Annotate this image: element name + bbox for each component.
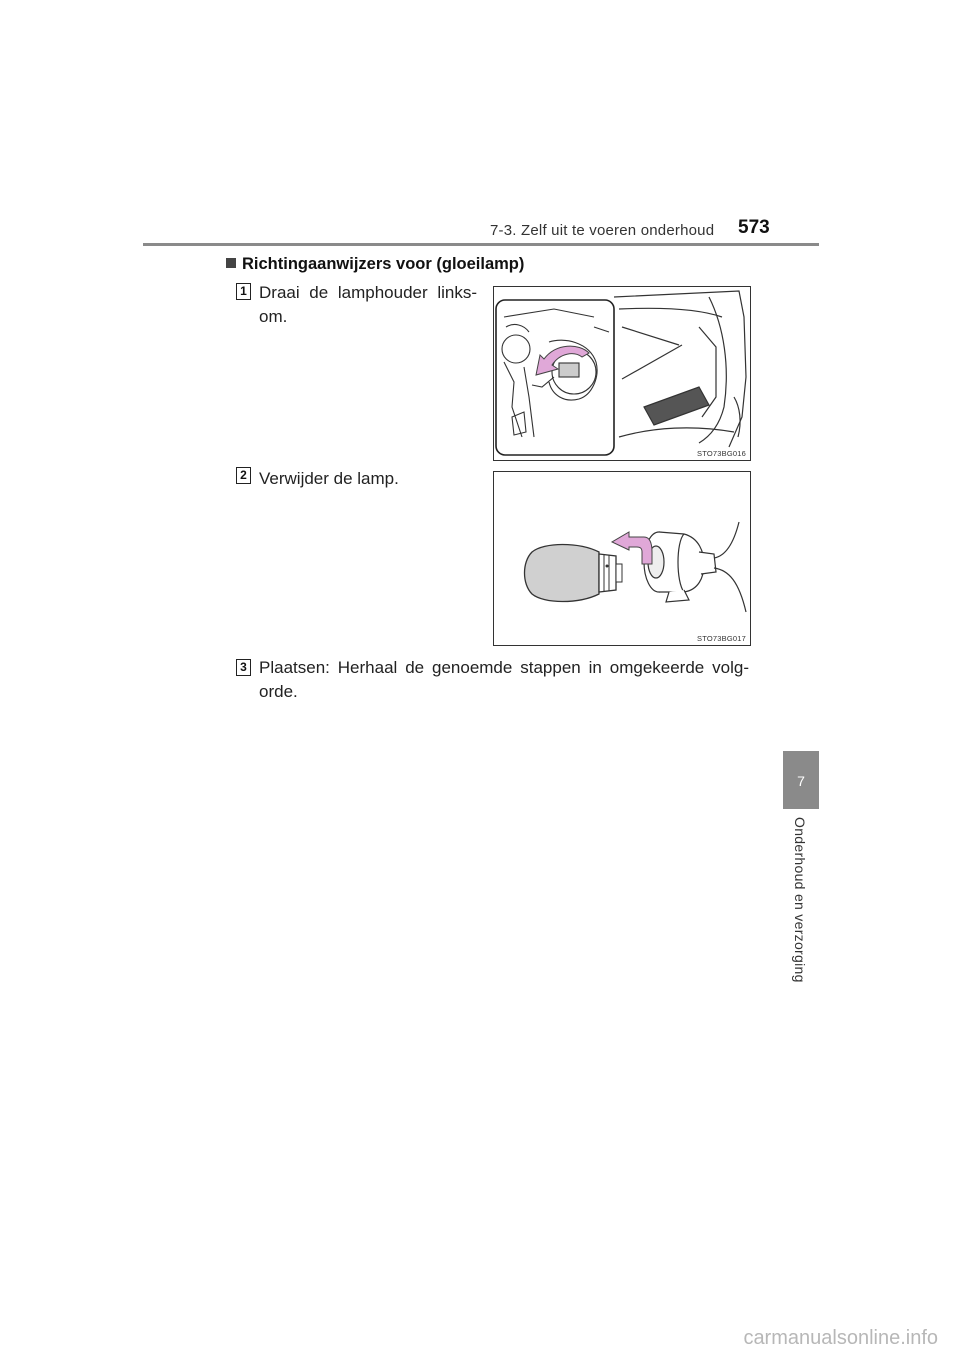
square-bullet-icon: [226, 258, 236, 268]
chapter-label: Onderhoud en verzorging: [792, 817, 808, 983]
step-number-1: 1: [236, 283, 251, 300]
step-number-3: 3: [236, 659, 251, 676]
lamp-holder-rotate-illustration: [494, 287, 750, 460]
header-divider: [143, 243, 819, 246]
bulb-removal-illustration: [494, 472, 750, 645]
step-number-2: 2: [236, 467, 251, 484]
step-text-1: Draai de lamphouder links-om.: [259, 283, 477, 326]
page-number: 573: [738, 217, 770, 238]
figure-code: STO73BG016: [697, 449, 746, 458]
figure-bulb-removal: [493, 471, 751, 646]
figure-code: STO73BG017: [697, 634, 746, 643]
section-heading: [226, 255, 524, 274]
figure-lamp-holder: [493, 286, 751, 461]
watermark: carmanualsonline.info: [743, 1327, 938, 1349]
section-title: 7-3. Zelf uit te voeren onderhoud: [490, 222, 715, 239]
step-text-3: Plaatsen: Herhaal de genoemde stappen in omgekeerde volg-orde.: [259, 658, 749, 701]
section-heading-text: Richtingaanwijzers voor (gloeilamp): [242, 255, 525, 273]
chapter-tab: 7: [783, 751, 819, 809]
step-text-2: Verwijder de lamp.: [259, 469, 399, 488]
